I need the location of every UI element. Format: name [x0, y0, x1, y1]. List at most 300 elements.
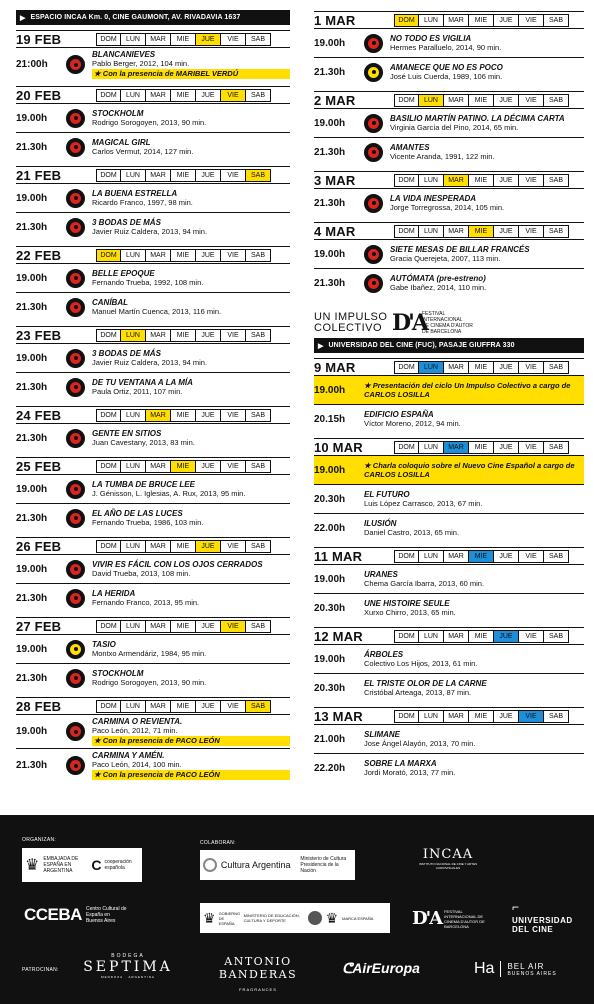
- film-title: CARMINA O REVIENTA.: [92, 717, 183, 726]
- weekday-cell: DOM: [96, 249, 121, 262]
- weekday-cell: MAR: [146, 540, 171, 553]
- da-footer-logo: [412, 908, 492, 929]
- screening-time: 21.30h: [16, 221, 48, 233]
- screening-time: 19.00h: [16, 726, 48, 737]
- septima-text: SEPTIMA: [83, 959, 173, 975]
- day-block: [314, 438, 584, 542]
- incaa-text: INCAA: [422, 847, 474, 862]
- weekday-cell: MAR: [146, 409, 171, 422]
- weekday-cell: JUE: [196, 89, 221, 102]
- weekday-cell: MAR: [146, 89, 171, 102]
- weekday-cell: VIE: [221, 700, 246, 713]
- film-title: TASIO: [92, 640, 116, 649]
- weekday-cell: VIE: [221, 620, 246, 633]
- weekday-cell: JUE: [494, 710, 519, 723]
- weekday-cell: JUE: [196, 540, 221, 553]
- aireuropa-text: AirEuropa: [352, 960, 420, 976]
- film-title: EL FUTURO: [364, 490, 410, 499]
- belair-logo: [474, 960, 557, 978]
- day-block: [16, 457, 290, 532]
- day-block: [16, 166, 290, 241]
- day-date: 9 MAR: [314, 359, 356, 375]
- weekday-cell: SAB: [246, 540, 271, 553]
- play-triangle-icon: ▶: [20, 14, 26, 22]
- film-detail: José Luis Cuerda, 1989, 106 min.: [390, 72, 503, 81]
- cultura-circle-icon: [203, 858, 217, 872]
- film-detail: Javier Ruiz Caldera, 2013, 94 min.: [92, 358, 208, 367]
- day-date: 12 MAR: [314, 628, 363, 644]
- film-info: [92, 507, 290, 529]
- screening-time: 19.00h: [16, 643, 48, 655]
- day-header: [16, 406, 290, 423]
- day-header: [314, 222, 584, 239]
- screening-time: 21.30h: [16, 672, 48, 684]
- day-header: [314, 91, 584, 108]
- day-header: [314, 627, 584, 644]
- weekday-cell: VIE: [221, 89, 246, 102]
- film-info: [364, 677, 584, 699]
- weekday-cell: JUE: [196, 460, 221, 473]
- day-date: 2 MAR: [314, 92, 356, 108]
- weekday-cell: SAB: [544, 361, 569, 374]
- weekday-strip: [394, 225, 569, 238]
- film-title: VIVIR ES FÁCIL CON LOS OJOS CERRADOS: [92, 560, 263, 569]
- film-detail: Manuel Martín Cuenca, 2013, 116 min.: [92, 307, 222, 316]
- film-detail: Chema García Ibarra, 2013, 60 min.: [364, 579, 485, 588]
- guest-presence: ★ Con la presencia de PACO LEÓN: [92, 770, 290, 780]
- weekday-strip: [394, 630, 569, 643]
- day-block: [314, 358, 584, 433]
- screening-row: [16, 212, 290, 241]
- film-reel-icon: [66, 509, 85, 528]
- udc-line2: DEL CINE: [512, 925, 554, 934]
- impulso-line2: COLECTIVO: [314, 322, 383, 334]
- film-title: UNE HISTOIRE SEULE: [364, 599, 450, 608]
- icon-slot: [66, 669, 92, 688]
- weekday-cell: VIE: [519, 550, 544, 563]
- banderas-sub: FRAGRANCES: [239, 987, 277, 992]
- film-detail: Fernando Trueba, 1992, 108 min.: [92, 278, 204, 287]
- weekday-strip: [96, 700, 271, 713]
- icon-slot: [66, 589, 92, 608]
- film-info: [364, 648, 584, 670]
- weekday-cell: VIE: [519, 174, 544, 187]
- screening-time: 21.30h: [16, 432, 48, 444]
- guest-presence: ★ Con la presencia de PACO LEÓN: [92, 736, 290, 746]
- icon-slot: [66, 378, 92, 397]
- weekday-strip: [96, 620, 271, 633]
- film-reel-icon: [364, 194, 383, 213]
- day-header: [16, 246, 290, 263]
- weekday-cell: DOM: [394, 174, 419, 187]
- banderas-text: ANTONIO BANDERAS: [218, 955, 298, 981]
- icon-slot: [364, 274, 390, 293]
- weekday-cell: MIE: [469, 14, 494, 27]
- weekday-cell: DOM: [394, 630, 419, 643]
- weekday-cell: MIE: [171, 620, 196, 633]
- venue-banner-fuc: [314, 338, 584, 353]
- screening-row: [16, 583, 290, 612]
- film-detail: Gracia Querejeta, 2007, 113 min.: [390, 254, 501, 263]
- weekday-cell: DOM: [394, 225, 419, 238]
- weekday-cell: VIE: [519, 441, 544, 454]
- aireuropa-logo: [342, 960, 420, 977]
- film-title: STOCKHOLM: [92, 109, 144, 118]
- fest-line4: DE BARCELONA: [422, 329, 462, 335]
- weekday-cell: LUN: [419, 14, 444, 27]
- screening-time: 21.30h: [16, 301, 48, 313]
- film-title: LA BUENA ESTRELLA: [92, 189, 178, 198]
- weekday-cell: DOM: [96, 620, 121, 633]
- film-reel-icon: [66, 480, 85, 499]
- weekday-cell: JUE: [494, 94, 519, 107]
- day-header: [16, 326, 290, 343]
- day-date: 27 FEB: [16, 618, 62, 634]
- weekday-cell: JUE: [494, 174, 519, 187]
- impulso-line1: UN IMPULSO: [314, 311, 388, 323]
- da-footer-text: FESTIVAL INTERNACIONAL DE CINEMA D'AUTOR DE BARCELONA: [444, 908, 485, 929]
- film-detail: Javier Ruiz Caldera, 2013, 94 min.: [92, 227, 208, 236]
- weekday-cell: VIE: [519, 630, 544, 643]
- weekday-cell: JUE: [196, 169, 221, 182]
- right-column: [314, 0, 584, 782]
- film-title: MAGICAL GIRL: [92, 138, 151, 147]
- weekday-strip: [96, 169, 271, 182]
- film-detail: Fernando Trueba, 1986, 103 min.: [92, 518, 204, 527]
- weekday-cell: JUE: [196, 620, 221, 633]
- day-block: [314, 91, 584, 166]
- weekday-cell: MAR: [146, 169, 171, 182]
- screening-time: 21.30h: [314, 146, 346, 158]
- day-header: [16, 617, 290, 634]
- day-header: [16, 457, 290, 474]
- weekday-cell: LUN: [419, 225, 444, 238]
- icon-slot: [66, 109, 92, 128]
- screening-row: [16, 343, 290, 372]
- weekday-cell: MIE: [171, 460, 196, 473]
- film-title: URANES: [364, 570, 398, 579]
- screening-time: 19.00h: [314, 248, 346, 260]
- weekday-cell: JUE: [494, 361, 519, 374]
- weekday-cell: DOM: [96, 169, 121, 182]
- film-title: BASILIO MARTÍN PATINO. LA DÉCIMA CARTA: [390, 114, 565, 123]
- weekday-strip: [394, 441, 569, 454]
- screening-row: [16, 263, 290, 292]
- screening-row: [314, 404, 584, 433]
- icon-slot: [66, 640, 92, 659]
- weekday-cell: JUE: [196, 409, 221, 422]
- film-info: [390, 272, 584, 294]
- film-info: [390, 61, 584, 83]
- cceba-text: CCEBA: [24, 905, 82, 924]
- weekday-cell: MIE: [469, 225, 494, 238]
- film-title: CANÍBAL: [92, 298, 128, 307]
- event-highlight: ★ Charla coloquio sobre el Nuevo Cine Español a cargo de CARLOS LOSILLA: [364, 461, 575, 479]
- screening-time: 20.30h: [314, 493, 346, 505]
- day-date: 20 FEB: [16, 87, 62, 103]
- screening-time: 21.30h: [16, 512, 48, 524]
- screening-row: [314, 455, 584, 484]
- icon-slot: [66, 189, 92, 208]
- screening-time: 22.00h: [314, 522, 346, 534]
- film-info: [364, 757, 584, 779]
- icon-slot: [364, 194, 390, 213]
- film-info: [92, 216, 290, 238]
- venue-text: ESPACIO INCAA Km. 0, CINE GAUMONT, AV. RIVADAVIA 1637: [30, 14, 241, 21]
- film-info: [364, 568, 584, 590]
- day-header: [16, 166, 290, 183]
- weekday-cell: SAB: [246, 89, 271, 102]
- weekday-cell: VIE: [519, 14, 544, 27]
- weekday-cell: VIE: [221, 169, 246, 182]
- cceba-sub: Centro Cultural de España en Buenos Aires: [85, 906, 127, 924]
- embajada-logo: [22, 848, 142, 882]
- weekday-strip: [96, 409, 271, 422]
- day-block: [314, 11, 584, 86]
- film-detail: David Trueba, 2013, 108 min.: [92, 569, 191, 578]
- day-block: [16, 537, 290, 612]
- film-detail: Daniel Castro, 2013, 65 min.: [364, 528, 460, 537]
- screening-row: [16, 132, 290, 161]
- day-date: 4 MAR: [314, 223, 356, 239]
- film-reel-icon: [364, 143, 383, 162]
- film-title: LA VIDA INESPERADA: [390, 194, 477, 203]
- embajada-text: EMBAJADA DE ESPAÑA EN ARGENTINA: [43, 856, 79, 874]
- weekday-cell: MAR: [146, 329, 171, 342]
- film-info: [364, 728, 584, 750]
- film-title: SOBRE LA MARXA: [364, 759, 437, 768]
- film-reel-icon: [66, 560, 85, 579]
- weekday-cell: VIE: [221, 460, 246, 473]
- ha-mark: Ha: [474, 960, 495, 977]
- weekday-strip: [394, 361, 569, 374]
- weekday-cell: MIE: [469, 361, 494, 374]
- screening-time: 19.00h: [16, 112, 48, 124]
- incaa-logo: [418, 847, 478, 870]
- weekday-cell: MAR: [444, 94, 469, 107]
- film-info: [390, 192, 584, 214]
- screening-row: [16, 47, 290, 81]
- film-info: [390, 243, 584, 265]
- weekday-cell: SAB: [544, 441, 569, 454]
- film-reel-icon: [66, 756, 85, 775]
- day-date: 10 MAR: [314, 439, 363, 455]
- belair-text: BEL AIR: [507, 961, 545, 971]
- weekday-strip: [96, 460, 271, 473]
- screening-row: [314, 137, 584, 166]
- camera-icon: ⌐: [512, 900, 520, 914]
- screening-time: 19.00h: [314, 653, 346, 665]
- film-info: [92, 715, 290, 748]
- weekday-cell: JUE: [494, 225, 519, 238]
- film-reel-icon: [66, 722, 85, 741]
- film-info: [92, 427, 290, 449]
- film-detail: Rodrigo Sorogoyen, 2013, 90 min.: [92, 118, 207, 127]
- weekday-cell: SAB: [544, 550, 569, 563]
- screening-time: 21.30h: [16, 760, 48, 771]
- septima-logo: [82, 953, 174, 979]
- weekday-cell: MAR: [444, 550, 469, 563]
- icon-slot: [364, 143, 390, 162]
- film-info: [390, 141, 584, 163]
- icon-slot: [66, 269, 92, 288]
- day-header: [314, 547, 584, 564]
- film-detail: Luis López Carrasco, 2013, 67 min.: [364, 499, 483, 508]
- film-reel-icon: [364, 63, 383, 82]
- septima-sub: MENDOZA · ARGENTINA: [101, 975, 155, 979]
- film-info: [92, 558, 290, 580]
- film-title: SIETE MESAS DE BILLAR FRANCÉS: [390, 245, 530, 254]
- film-title: EDIFICIO ESPAÑA: [364, 410, 434, 419]
- film-reel-icon: [66, 378, 85, 397]
- gobierno-espana-logo: [200, 903, 390, 933]
- screening-row: [314, 564, 584, 593]
- film-reel-icon: [66, 349, 85, 368]
- screening-row: [16, 748, 290, 782]
- day-header: [314, 707, 584, 724]
- weekday-cell: SAB: [246, 33, 271, 46]
- film-detail: Cristóbal Arteaga, 2013, 87 min.: [364, 688, 472, 697]
- icon-slot: [66, 722, 92, 741]
- film-info: [92, 136, 290, 158]
- screening-row: [314, 28, 584, 57]
- day-block: [314, 627, 584, 702]
- screening-row: [16, 663, 290, 692]
- film-title: 3 BODAS DE MÁS: [92, 349, 161, 358]
- weekday-cell: DOM: [394, 441, 419, 454]
- day-header: [16, 86, 290, 103]
- fest-line1: FESTIVAL: [422, 311, 446, 317]
- film-title: AMANTES: [390, 143, 430, 152]
- day-block: [16, 246, 290, 321]
- weekday-strip: [394, 710, 569, 723]
- weekday-cell: MIE: [469, 710, 494, 723]
- weekday-cell: SAB: [246, 700, 271, 713]
- icon-slot: [66, 349, 92, 368]
- weekday-cell: LUN: [121, 169, 146, 182]
- day-block: [16, 326, 290, 401]
- weekday-cell: MIE: [469, 441, 494, 454]
- icon-slot: [66, 298, 92, 317]
- weekday-cell: MAR: [444, 441, 469, 454]
- weekday-cell: VIE: [221, 249, 246, 262]
- weekday-cell: MIE: [171, 89, 196, 102]
- film-detail: J. Génisson, L. Iglesias, A. Rux, 2013, 95 min.: [92, 489, 246, 498]
- day-block: [16, 406, 290, 452]
- film-info: [92, 48, 290, 81]
- film-reel-icon: [364, 34, 383, 53]
- weekday-cell: JUE: [494, 550, 519, 563]
- screening-time: 19.00h: [314, 37, 346, 49]
- day-date: 1 MAR: [314, 12, 356, 28]
- icon-slot: [66, 218, 92, 237]
- da-footer-mark: D'A: [412, 908, 442, 929]
- film-detail: Jorge Torregrossa, 2014, 105 min.: [390, 203, 505, 212]
- screening-row: [314, 484, 584, 513]
- udc-line1: UNIVERSIDAD: [512, 916, 573, 925]
- play-triangle-icon: ▶: [318, 342, 324, 350]
- film-title: LA TUMBA DE BRUCE LEE: [92, 480, 195, 489]
- film-reel-icon: [66, 429, 85, 448]
- weekday-cell: JUE: [196, 33, 221, 46]
- film-title: BELLE EPOQUE: [92, 269, 155, 278]
- weekday-cell: SAB: [246, 169, 271, 182]
- weekday-cell: DOM: [394, 361, 419, 374]
- icon-slot: [66, 560, 92, 579]
- day-block: [16, 617, 290, 692]
- divider: [500, 961, 501, 977]
- film-detail: Víctor Moreno, 2012, 94 min.: [364, 419, 461, 428]
- impulso-colectivo-logo: [314, 312, 392, 334]
- coat-of-arms-icon: ♛: [203, 909, 216, 926]
- banderas-logo: [190, 955, 326, 992]
- weekday-cell: MAR: [444, 14, 469, 27]
- weekday-cell: VIE: [221, 409, 246, 422]
- weekday-strip: [96, 540, 271, 553]
- weekday-cell: LUN: [419, 174, 444, 187]
- weekday-cell: MAR: [146, 700, 171, 713]
- screening-time: 21:00h: [16, 59, 48, 70]
- da-festival-text: [422, 311, 473, 335]
- screening-time: 21.30h: [314, 197, 346, 209]
- fest-line3: DE CINEMA D'AUTOR: [422, 323, 473, 329]
- gobierno-text: GOBIERNO DE ESPAÑA: [218, 910, 241, 926]
- weekday-cell: DOM: [394, 94, 419, 107]
- day-header: [314, 438, 584, 455]
- weekday-cell: DOM: [96, 409, 121, 422]
- screening-row: [314, 753, 584, 782]
- weekday-cell: MIE: [171, 169, 196, 182]
- screening-time: 19.00h: [314, 117, 346, 129]
- weekday-strip: [96, 89, 271, 102]
- screening-time: 21.30h: [314, 277, 346, 289]
- film-info: [92, 187, 290, 209]
- film-detail: Jordi Morató, 2013, 77 min.: [364, 768, 456, 777]
- film-title: SLIMANE: [364, 730, 400, 739]
- weekday-strip: [96, 329, 271, 342]
- screening-time: 19.00h: [314, 573, 346, 585]
- film-detail: Hermes Paralluelo, 2014, 90 min.: [390, 43, 502, 52]
- weekday-cell: SAB: [544, 94, 569, 107]
- venue-banner-gaumont: [16, 10, 290, 25]
- weekday-strip: [96, 249, 271, 262]
- film-title: EL AÑO DE LAS LUCES: [92, 509, 183, 518]
- weekday-cell: MIE: [171, 329, 196, 342]
- film-title: AMANECE QUE NO ES POCO: [390, 63, 503, 72]
- film-detail: Pablo Berger, 2012, 104 min.: [92, 59, 190, 68]
- screening-row: [314, 593, 584, 622]
- day-header: [314, 358, 584, 375]
- weekday-cell: LUN: [419, 710, 444, 723]
- icon-slot: [364, 245, 390, 264]
- day-date: 22 FEB: [16, 247, 62, 263]
- weekday-cell: DOM: [96, 700, 121, 713]
- day-date: 19 FEB: [16, 31, 62, 47]
- weekday-cell: DOM: [394, 710, 419, 723]
- weekday-cell: LUN: [419, 94, 444, 107]
- weekday-strip: [96, 33, 271, 46]
- weekday-cell: SAB: [246, 249, 271, 262]
- film-info: [92, 478, 290, 500]
- screening-time: 21.30h: [16, 592, 48, 604]
- weekday-strip: [394, 14, 569, 27]
- weekday-cell: LUN: [121, 620, 146, 633]
- screening-time: 21.30h: [314, 66, 346, 78]
- fest-line2: INTERNACIONAL: [422, 317, 463, 323]
- day-block: [16, 30, 290, 81]
- left-column: [16, 0, 290, 782]
- film-detail: Paco León, 2014, 100 min.: [92, 760, 182, 769]
